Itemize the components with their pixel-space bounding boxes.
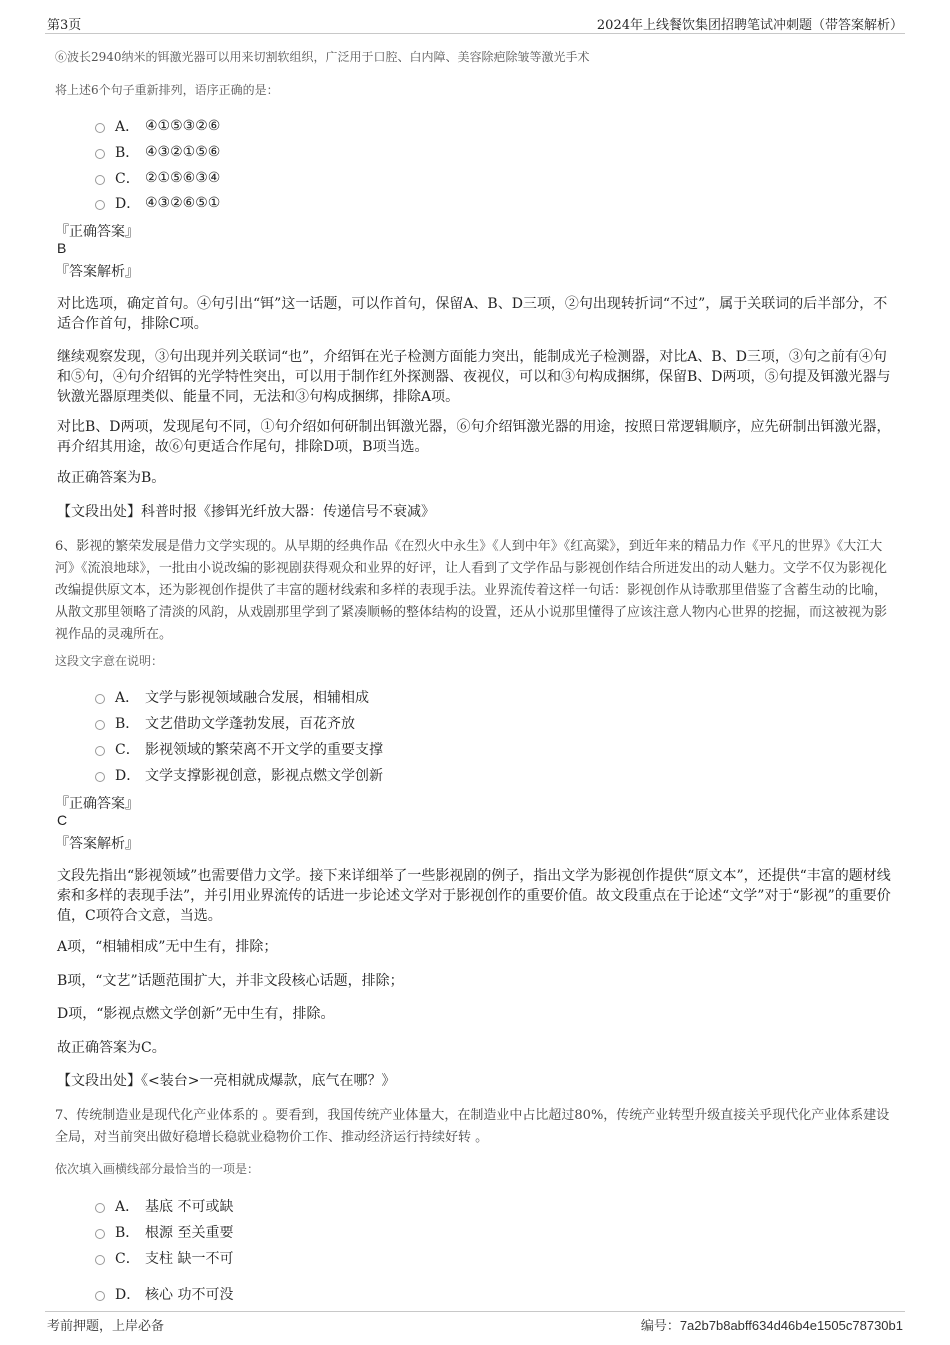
q6-source: 【文段出处】《<装台>一亮相就成爆款，底气在哪？》 bbox=[57, 1073, 396, 1089]
radio-icon[interactable] bbox=[95, 1203, 105, 1213]
radio-icon[interactable] bbox=[95, 123, 105, 133]
page-number: 第3页 bbox=[47, 18, 82, 33]
header-divider bbox=[45, 33, 905, 34]
option-text: 文学支撑影视创意，影视点燃文学创新 bbox=[145, 768, 383, 784]
option-text: 支柱 缺一不可 bbox=[145, 1251, 234, 1267]
document-id bbox=[641, 1315, 903, 1334]
option-text: 文学与影视领域融合发展，相辅相成 bbox=[145, 690, 369, 706]
q5-answer: B bbox=[57, 240, 67, 256]
option-letter: C． bbox=[115, 171, 140, 187]
option-text: 影视领域的繁荣离不开文学的重要支撑 bbox=[145, 742, 383, 758]
q6-analysis-label: 『答案解析』 bbox=[55, 836, 139, 852]
q6-answer-label: 『正确答案』 bbox=[55, 796, 139, 812]
option-letter: A． bbox=[115, 1199, 140, 1215]
option-text: 文艺借助文学蓬勃发展，百花齐放 bbox=[145, 716, 355, 732]
option-letter: B． bbox=[115, 145, 140, 161]
q5-analysis-paragraph: 对比B、D两项，发现尾句不同，①句介绍如何研制出铒激光器，⑥句介绍铒激光器的用途，按照日常逻辑顺序，应先研制出铒激光器，再介绍其用途，故⑥句更适合作尾句，排除D项，B项当选。 bbox=[57, 419, 891, 455]
radio-icon[interactable] bbox=[95, 694, 105, 704]
q5-option-d[interactable] bbox=[95, 193, 220, 213]
q5-option-c[interactable] bbox=[95, 168, 220, 188]
q5-analysis-paragraph: 继续观察发现，③句出现并列关联词“也”，介绍铒在光子检测方面能力突出，能制成光子检测器，对比A、B、D三项，③句之前有④句和⑤句，④句介绍铒的光学特性突出，可以用于制作红外探测器、夜视仪，可以和③句构成捆绑，保留B、D两项，⑤句提及铒激光器与钬激光器原理类似、能量不同，无法和③句构成捆绑，排除A项。 bbox=[57, 349, 891, 405]
q7-option-a[interactable] bbox=[95, 1196, 233, 1216]
option-letter: A． bbox=[115, 119, 140, 135]
q5-analysis-paragraph: 对比选项，确定首句。④句引出“铒”这一话题，可以作首句，保留A、B、D三项，②句出现转折词“不过”，属于关联词的后半部分，不适合作首句，排除C项。 bbox=[57, 296, 888, 332]
radio-icon[interactable] bbox=[95, 1255, 105, 1265]
option-text: ④③②⑥⑤① bbox=[145, 195, 221, 211]
q5-analysis-conclusion: 故正确答案为B。 bbox=[57, 470, 166, 486]
option-letter: D． bbox=[115, 196, 141, 212]
q5-option-a[interactable] bbox=[95, 116, 220, 136]
option-letter: A． bbox=[115, 690, 140, 706]
option-letter: B． bbox=[115, 716, 140, 732]
q5-option-b[interactable] bbox=[95, 142, 220, 162]
q5-analysis-label: 『答案解析』 bbox=[55, 264, 139, 280]
footer-slogan: 考前押题，上岸必备 bbox=[47, 1319, 165, 1334]
radio-icon[interactable] bbox=[95, 772, 105, 782]
q6-analysis-conclusion: 故正确答案为C。 bbox=[57, 1040, 166, 1056]
document-title: 2024年上线餐饮集团招聘笔试冲刺题（带答案解析） bbox=[596, 18, 903, 33]
q6-option-a[interactable] bbox=[95, 687, 369, 707]
q5-prompt: 将上述6个句子重新排列，语序正确的是： bbox=[55, 83, 279, 97]
radio-icon[interactable] bbox=[95, 200, 105, 210]
option-letter: D． bbox=[115, 768, 141, 784]
document-id-label: 编号： bbox=[640, 1319, 680, 1334]
q6-option-b[interactable] bbox=[95, 713, 355, 733]
radio-icon[interactable] bbox=[95, 149, 105, 159]
q6-analysis-line: A项，“相辅相成”无中生有，排除； bbox=[57, 939, 278, 955]
option-letter: D． bbox=[115, 1287, 141, 1303]
document-id-value: 7a2b7b8abff634d46b4e1505c78730b1 bbox=[679, 1318, 903, 1333]
option-text: 核心 功不可没 bbox=[145, 1287, 234, 1303]
q5-answer-label: 『正确答案』 bbox=[55, 224, 139, 240]
radio-icon[interactable] bbox=[95, 746, 105, 756]
radio-icon[interactable] bbox=[95, 720, 105, 730]
q7-passage: 7、传统制造业是现代化产业体系的 。要看到，我国传统产业体量大，在制造业中占比超过80%，传统产业转型升级直接关乎现代化产业体系建设全局，对当前突出做好稳增长稳就业稳物价工作、推动经济运行持续好转 。 bbox=[55, 1108, 890, 1145]
radio-icon[interactable] bbox=[95, 175, 105, 185]
q7-prompt: 依次填入画横线部分最恰当的一项是： bbox=[55, 1162, 260, 1176]
option-text: ④③②①⑤⑥ bbox=[145, 144, 221, 160]
option-text: 根源 至关重要 bbox=[145, 1225, 234, 1241]
option-letter: B． bbox=[115, 1225, 140, 1241]
q5-source: 【文段出处】科普时报《掺铒光纤放大器：传递信号不衰减》 bbox=[57, 504, 435, 520]
option-text: 基底 不可或缺 bbox=[145, 1199, 234, 1215]
footer-divider bbox=[45, 1311, 905, 1312]
q7-option-c[interactable] bbox=[95, 1248, 233, 1268]
option-letter: C． bbox=[115, 742, 140, 758]
q6-analysis-line: D项，“影视点燃文学创新”无中生有，排除。 bbox=[57, 1006, 335, 1022]
q6-analysis-paragraph: 文段先指出“影视领域”也需要借力文学。接下来详细举了一些影视剧的例子，指出文学为影视创作提供“原文本”，还提供“丰富的题材线索和多样的表现手法”，并引用业界流传的话进一步论述文学对于影视创作的重要价值。故文段重点在于论述“文学”对于“影视”的重要价值，C项符合文意，当选。 bbox=[57, 868, 891, 924]
q6-option-d[interactable] bbox=[95, 765, 383, 785]
q6-prompt: 这段文字意在说明： bbox=[55, 654, 164, 668]
radio-icon[interactable] bbox=[95, 1229, 105, 1239]
q5-sentence-6: ⑥波长2940纳米的铒激光器可以用来切割软组织，广泛用于口腔、白内障、美容除疤除皱等激光手术 bbox=[55, 50, 590, 64]
option-text: ④①⑤③②⑥ bbox=[145, 118, 221, 134]
option-text: ②①⑤⑥③④ bbox=[145, 170, 221, 186]
radio-icon[interactable] bbox=[95, 1291, 105, 1301]
q6-answer: C bbox=[57, 812, 68, 828]
option-letter: C． bbox=[115, 1251, 140, 1267]
q7-option-b[interactable] bbox=[95, 1222, 233, 1242]
q6-passage: 6、影视的繁荣发展是借力文学实现的。从早期的经典作品《在烈火中永生》《人到中年》《红高粱》，到近年来的精品力作《平凡的世界》《大江大河》《流浪地球》，一批由小说改编的影视剧获得观众和业界的好评，让人看到了文学作品与影视创作结合所迸发出的动人魅力。文学不仅为影视化改编提供原文本，还为影视创作提供了丰富的题材线索和多样的表现手法。业界流传着这样一句话：影视创作从诗歌那里借鉴了含蓄生动的比喻，从散文那里领略了清淡的风韵，从戏剧那里学到了紧凑顺畅的整体结构的设置，还从小说那里懂得了应该注意人物内心世界的挖掘，而这被视为影视作品的灵魂所在。 bbox=[55, 539, 888, 642]
q7-option-d[interactable] bbox=[95, 1284, 233, 1304]
q6-option-c[interactable] bbox=[95, 739, 383, 759]
q6-analysis-line: B项，“文艺”话题范围扩大，并非文段核心话题，排除； bbox=[57, 973, 404, 989]
